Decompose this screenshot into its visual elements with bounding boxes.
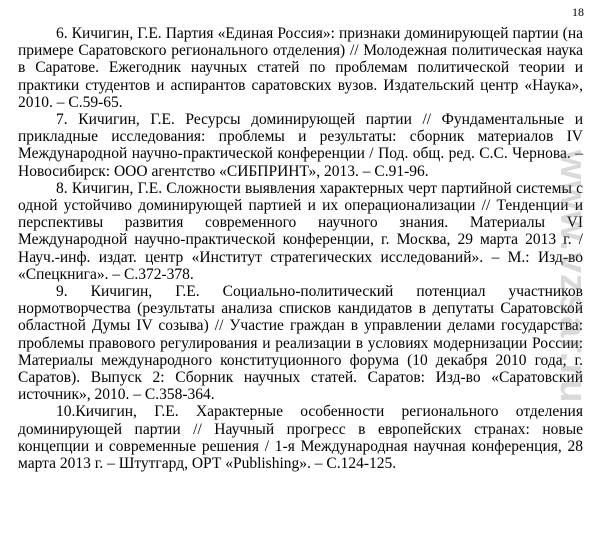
reference-item-10: 10.Кичигин, Г.Е. Характерные особенности регионального отделения доминирующей партии // Научный прогресс в европейских странах: новые концепции и современные решения / 1-я Международная научная конференция, 28 марта 2013 г. – Штутгард, ОРТ «Publishing». – С.124-125. — [18, 403, 583, 473]
reference-item-7: 7. Кичигин, Г.Е. Ресурсы доминирующей партии // Фундаментальные и прикладные исследования: проблемы и результаты: сборник материалов IV Международной научно-практической конференции / Под. общ. ред. С.С. Чернова. – Новосибирск: ООО агентство «СИБПРИНТ», 2013. – С.91-96. — [18, 111, 583, 180]
watermark-text: www.vzsar.ru — [552, 150, 594, 404]
reference-list — [18, 25, 583, 472]
page-number: 18 — [572, 5, 584, 19]
reference-item-6: 6. Кичигин, Г.Е. Партия «Единая Россия»: признаки доминирующей партии (на примере Саратовского регионального отделения) // Молодежная политическая наука в Саратове. Ежегодник научных статей по проблемам политической теории и практики студентов и аспирантов саратовских вузов. Издательский центр «Наука», 2010. – С.59-65. — [18, 25, 583, 111]
reference-item-9: 9. Кичигин, Г.Е. Социально-политический потенциал участников нормотворчества (результаты анализа списков кандидатов в депутаты Саратовской областной Думы IV созыва) // Участие граждан в управлении делами государства: проблемы правового регулирования и реализации в условиях модернизации России: Материалы международного конституционного форума (10 декабря 2010 года, г. Саратов). Выпуск 2: Сборник научных статей. Саратов: Изд-во «Саратовский источник», 2010. – С.358-364. — [18, 283, 583, 404]
reference-item-8: 8. Кичигин, Г.Е. Сложности выявления характерных черт партийной системы с одной устойчиво доминирующей партией и их операционализации // Тенденции и перспективы развития современного научного знания. Материалы VI Международной научно-практической конференции, г. Москва, 29 марта 2013 г. / Науч.-инф. издат. центр «Институт стратегических исследований». – М.: Изд-во «Спецкнига». – С.372-378. — [18, 179, 583, 283]
